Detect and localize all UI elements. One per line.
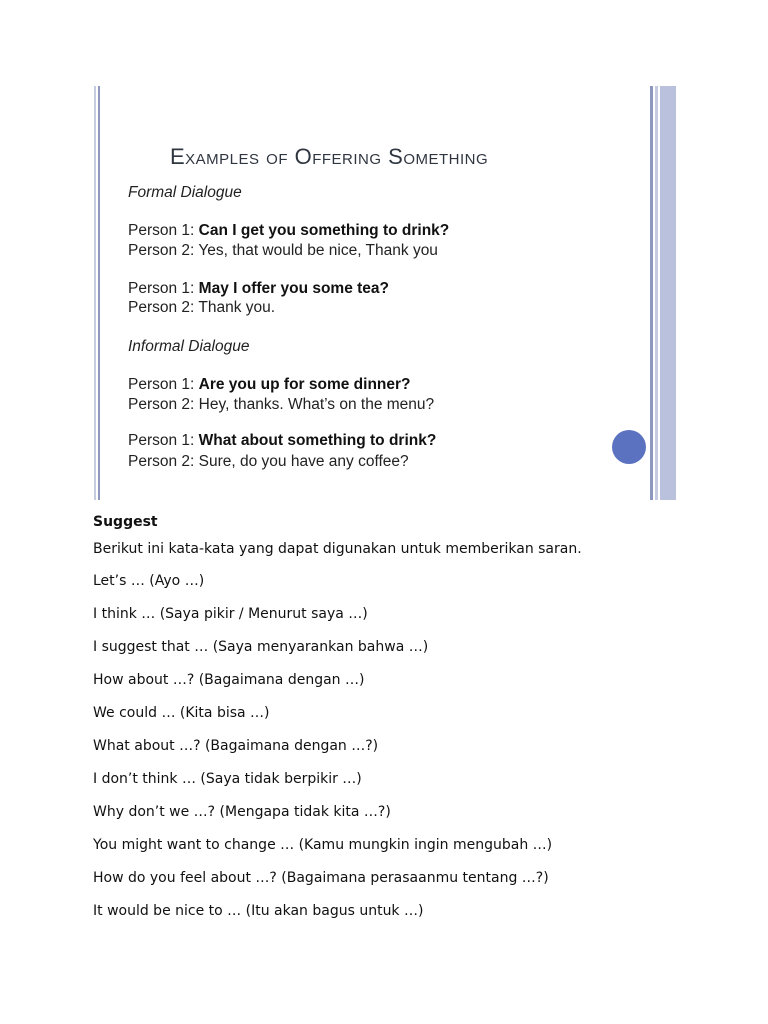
speaker-label: Person 1: [128, 280, 199, 297]
slide-left-border-light [94, 86, 96, 500]
speaker-label: Person 2: [128, 299, 199, 316]
dialogue-line [128, 222, 449, 240]
slide-decorative-circle [612, 430, 646, 464]
dialogue-line [128, 299, 275, 317]
dialogue-line [128, 432, 436, 450]
phrase-item: I don’t think … (Saya tidak berpikir …) [93, 771, 362, 787]
dialogue-line [128, 242, 438, 260]
phrase-item: We could … (Kita bisa …) [93, 705, 270, 721]
formal-dialogue-label: Formal Dialogue [128, 184, 242, 201]
section-heading: Suggest [93, 514, 158, 530]
phrase-item: How about …? (Bagaimana dengan …) [93, 672, 365, 688]
dialogue-answer: Sure, do you have any coffee? [198, 453, 409, 470]
dialogue-question: Are you up for some dinner? [198, 376, 411, 393]
phrase-item: It would be nice to … (Itu akan bagus untuk …) [93, 903, 424, 919]
slide-title-text: Examples of Offering Something [170, 144, 489, 169]
speaker-label: Person 2: [128, 453, 199, 470]
slide-right-border-dark [650, 86, 653, 500]
slide-right-border-light [655, 86, 658, 500]
informal-dialogue-label: Informal Dialogue [128, 338, 250, 355]
phrase-item: How do you feel about …? (Bagaimana perasaanmu tentang …?) [93, 870, 549, 886]
dialogue-line [128, 376, 411, 394]
document-body [93, 511, 713, 933]
phrase-item: You might want to change … (Kamu mungkin ingin mengubah …) [93, 837, 553, 853]
slide-image [94, 86, 676, 500]
phrase-item: Let’s … (Ayo …) [93, 573, 205, 589]
dialogue-line [128, 280, 389, 298]
dialogue-question: May I offer you some tea? [198, 280, 390, 297]
dialogue-answer: Hey, thanks. What’s on the menu? [198, 396, 435, 413]
slide-left-border-dark [98, 86, 100, 500]
speaker-label: Person 1: [128, 222, 199, 239]
dialogue-line [128, 453, 409, 471]
slide-title [170, 144, 488, 170]
speaker-label: Person 2: [128, 242, 199, 259]
intro-paragraph: Berikut ini kata-kata yang dapat digunakan untuk memberikan saran. [93, 541, 582, 557]
dialogue-question: Can I get you something to drink? [198, 222, 450, 239]
slide-right-border-band [660, 86, 676, 500]
phrase-item: What about …? (Bagaimana dengan …?) [93, 738, 379, 754]
phrase-item: Why don’t we …? (Mengapa tidak kita …?) [93, 804, 391, 820]
speaker-label: Person 1: [128, 376, 199, 393]
speaker-label: Person 2: [128, 396, 199, 413]
dialogue-line [128, 396, 434, 414]
speaker-label: Person 1: [128, 432, 199, 449]
phrase-item: I think … (Saya pikir / Menurut saya …) [93, 606, 368, 622]
dialogue-answer: Thank you. [198, 299, 276, 316]
dialogue-answer: Yes, that would be nice, Thank you [198, 242, 438, 259]
dialogue-question: What about something to drink? [198, 432, 437, 449]
phrase-item: I suggest that … (Saya menyarankan bahwa …) [93, 639, 429, 655]
